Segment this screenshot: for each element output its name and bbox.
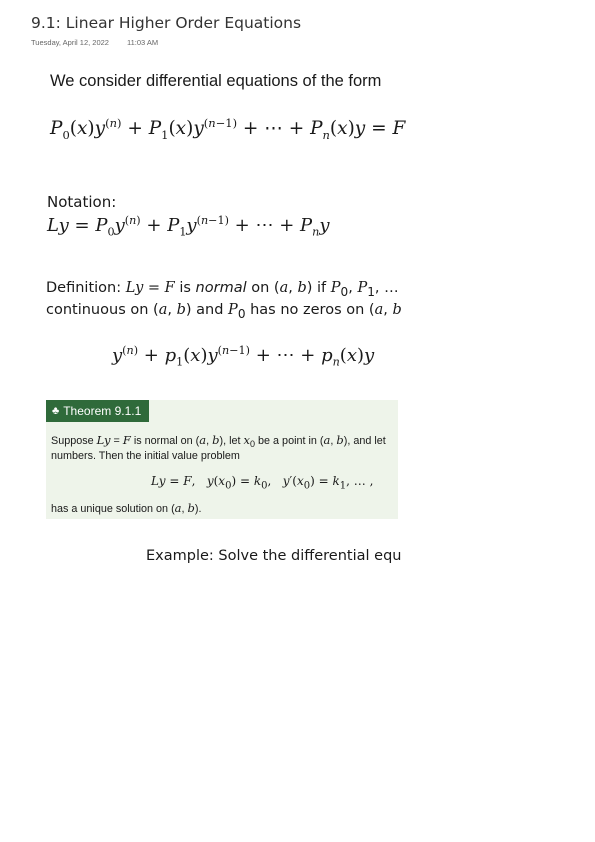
intro-text: We consider differential equations of the form <box>50 72 382 90</box>
notation-label: Notation: <box>47 193 117 211</box>
normalized-equation: $y^{(n)} + p_1(x)y^{(n-1)}$ + ⋯ + $p_n(x)y$ <box>112 344 375 369</box>
example-text: Example: Solve the differential equ <box>146 548 402 564</box>
theorem-icon: ♣ <box>52 405 60 417</box>
page-title: 9.1: Linear Higher Order Equations <box>31 14 302 32</box>
definition-line-2: continuous on (a, b) and $P_0$ has no zeros on (a, b <box>46 302 402 321</box>
theorem-line-2: numbers. Then the initial value problem <box>51 450 240 462</box>
initial-value-problem: Ly = F, $y(x_0) = k_0$, $y'(x_0) = k_1$, … , <box>151 474 374 492</box>
definition-line-1: Definition: Ly = F is normal on (a, b) if $P_0$, $P_1$, … <box>46 280 399 299</box>
theorem-title: Theorem 9.1.1 <box>63 404 142 418</box>
operator-notation-equation: $Ly = P_0y^{(n)} + P_1y^{(n-1)}$ + ⋯ + $P_ny$ <box>47 214 330 239</box>
normal-term: normal <box>195 280 247 296</box>
page-date: Tuesday, April 12, 2022 <box>31 38 109 47</box>
general-equation: $P_0(x)y^{(n)} + P_1(x)y^{(n-1)}$ + ⋯ + $P_n(x)y = F$ <box>50 116 406 142</box>
page-time: 11:03 AM <box>126 38 159 47</box>
theorem-line-4: has a unique solution on (a, b). <box>51 501 202 515</box>
theorem-box <box>46 400 398 519</box>
theorem-header <box>46 400 149 422</box>
theorem-line-1: Suppose Ly = F is normal on (a, b), let $x_0$ be a point in (a, b), and let <box>51 433 386 450</box>
page-timestamp <box>31 38 158 47</box>
